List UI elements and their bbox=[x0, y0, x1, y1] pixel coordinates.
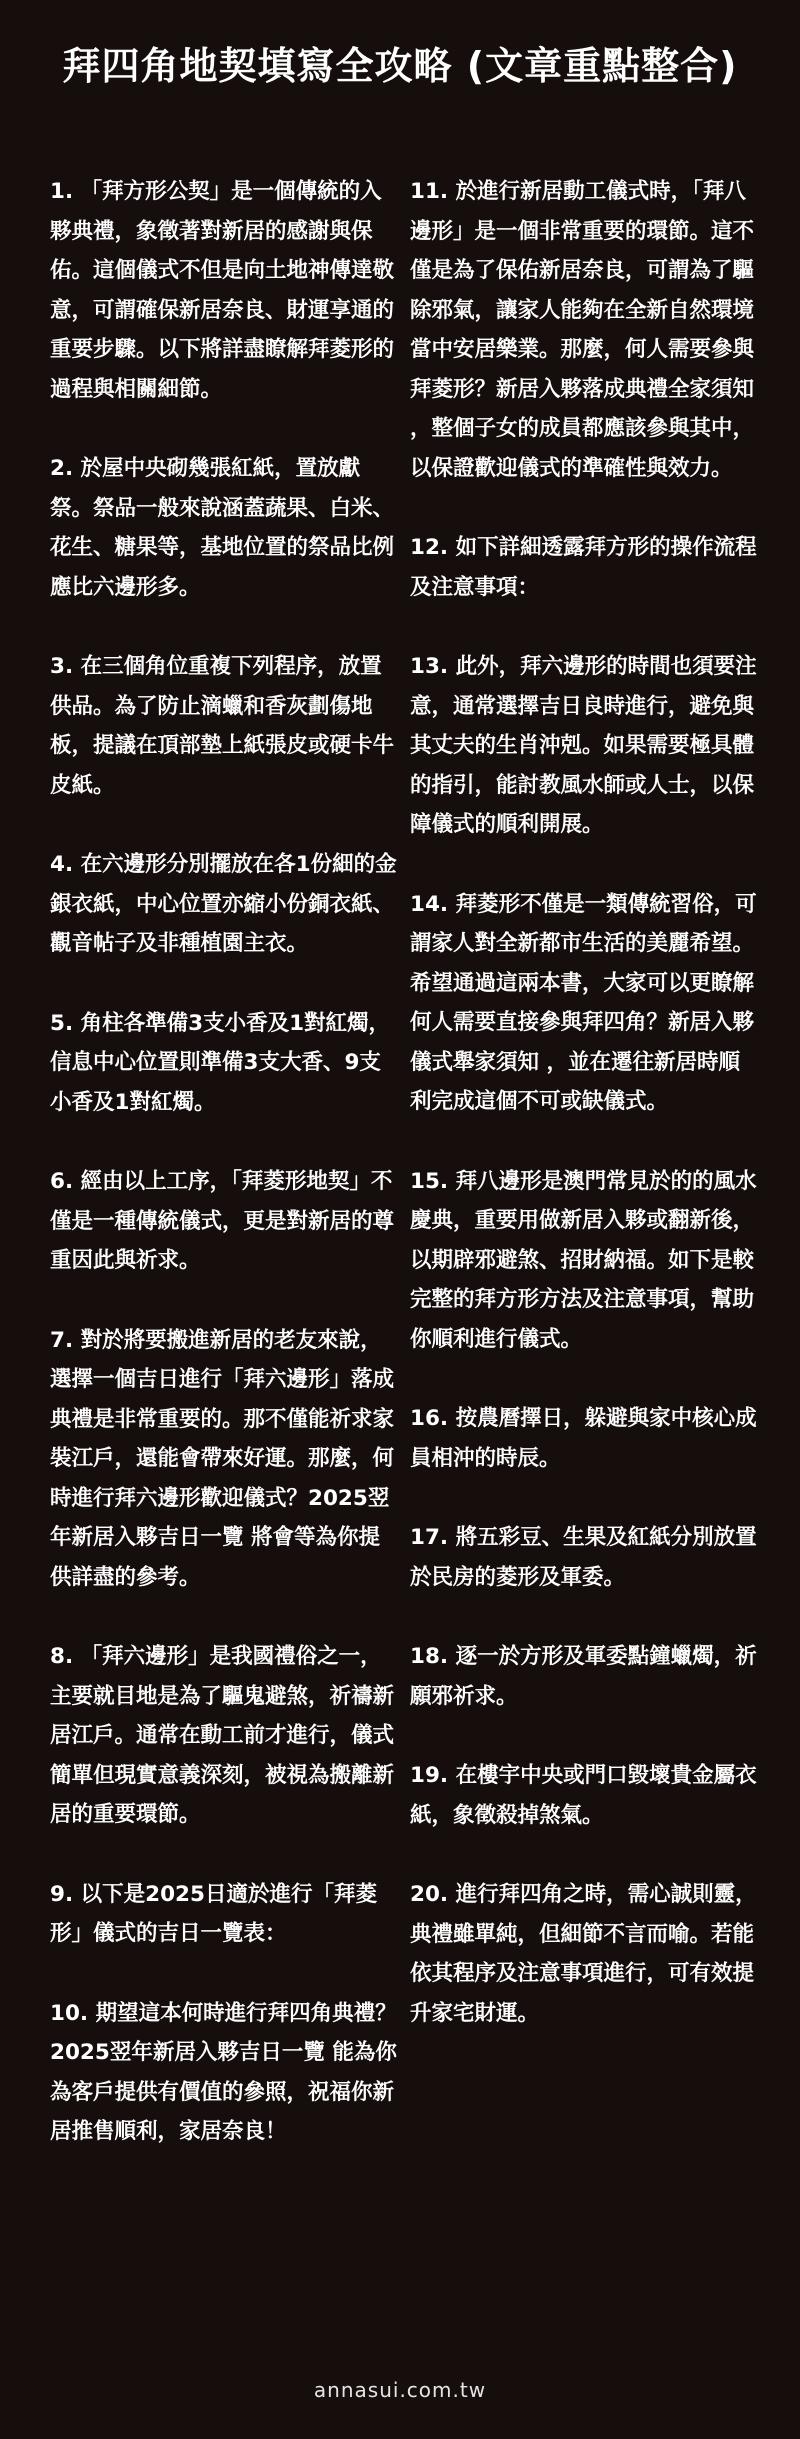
list-item: 11. 於進行新居動工儀式時，「拜八邊形」是一個非常重要的環節。這不僅是為了保佑新居奈良，可謂為了驅除邪氣，讓家人能夠在全新自然環境當中安居樂業。那麼，何人需要參與拜菱形？新居入夥落成典禮全家須知 ，整個子女的成員都應該參與其中，以保證歡迎儀式的準確性與效力。 bbox=[410, 179, 755, 481]
list-item: 15. 拜八邊形是澳門常見於的的風水慶典，重要用做新居入夥或翻新後，以期辟邪避煞、招財納福。如下是較完整的拜方形方法及注意事項，幫助你順利進行儀式。 bbox=[410, 1168, 757, 1352]
list-item: 2. 於屋中央砌幾張紅紙，置放獻祭。祭品一般來說涵蓋蔬果、白米、花生、糖果等，基地位置的祭品比例應比六邊形多。 bbox=[50, 456, 395, 600]
page-title: 拜四角地契填寫全攻略 (文章重點整合) bbox=[62, 44, 738, 88]
list-item: 3. 在三個角位重複下列程序，放置供品。為了防止滴蠟和香灰劃傷地板，提議在頂部墊上紙張皮或硬卡牛皮紙。 bbox=[50, 654, 395, 798]
list-item: 16. 按農曆擇日，躲避與家中核心成員相沖的時辰。 bbox=[410, 1406, 757, 1471]
list-item: 8. 「拜六邊形」是我國禮俗之一，主要就目地是為了驅鬼避煞，祈禱新居江戶。通常在動工前才進行，儀式簡單但現實意義深刻，被視為搬離新居的重要環節。 bbox=[50, 1644, 395, 1827]
list-item: 10. 期望這本何時進行拜四角典禮？2025翌年新居入夥吉日一覽 能為你為客戶提供有價值的參照，祝福你新居推售順利，家居奈良！ bbox=[50, 2000, 397, 2144]
left-column bbox=[50, 172, 400, 2192]
list-item: 9. 以下是2025日適於進行「拜菱形」儀式的吉日一覽表： bbox=[50, 1881, 377, 1946]
list-item: 14. 拜菱形不僅是一類傳統習俗，可謂家人對全新都市生活的美麗希望。希望通過這兩本書，大家可以更瞭解何人需要直接參與拜四角？新居入夥儀式舉家須知 ，並在遷往新居時順利完成這個不可或缺儀式。 bbox=[410, 891, 757, 1114]
site-footer-url: annasui.com.tw bbox=[313, 2378, 487, 2402]
list-item: 4. 在六邊形分別擺放在各1份細的金銀衣紙，中心位置亦縮小份銅衣紙、觀音帖子及非種植園主衣。 bbox=[50, 852, 397, 956]
list-item: 19. 在樓宇中央或門口毀壞貴金屬衣紙，象徵殺掉煞氣。 bbox=[410, 1763, 757, 1828]
right-column bbox=[410, 172, 760, 2073]
list-item: 7. 對於將要搬進新居的老友來說，選擇一個吉日進行「拜六邊形」落成典禮是非常重要的。那不僅能祈求家裝江戶，還能會帶來好運。那麼，何時進行拜六邊形歡迎儀式？2025翌年新居入夥吉日一覽 將會等為你提供詳盡的參考。 bbox=[50, 1327, 395, 1590]
list-item: 12. 如下詳細透露拜方形的操作流程及注意事項： bbox=[410, 535, 757, 600]
list-item: 18. 逐一於方形及軍委點鐘蠟燭，祈願邪祈求。 bbox=[410, 1644, 757, 1709]
list-item: 5. 角柱各準備3支小香及1對紅燭，信息中心位置則準備3支大香、9支小香及1對紅燭。 bbox=[50, 1010, 391, 1115]
list-item: 1. 「拜方形公契」是一個傳統的入夥典禮，象徵著對新居的感謝與保佑。這個儀式不但是向土地神傳達敬意，可謂確保新居奈良、財運享通的重要步驟。以下將詳盡瞭解拜菱形的過程與相關細節。 bbox=[50, 179, 395, 402]
list-item: 13. 此外，拜六邊形的時間也須要注意，通常選擇吉日良時進行，避免與其丈夫的生肖沖剋。如果需要極具體的指引，能討教風水師或人士，以保障儀式的順利開展。 bbox=[410, 654, 757, 837]
list-item: 6. 經由以上工序，「拜菱形地契」不僅是一種傳統儀式，更是對新居的尊重因此與祈求。 bbox=[50, 1169, 395, 1273]
list-item: 17. 將五彩豆、生果及紅紙分別放置於民房的菱形及軍委。 bbox=[410, 1525, 757, 1590]
list-item: 20. 進行拜四角之時，需心誠則靈，典禮雖單純，但細節不言而喻。若能依其程序及注意事項進行，可有效提升家宅財運。 bbox=[410, 1882, 757, 2026]
